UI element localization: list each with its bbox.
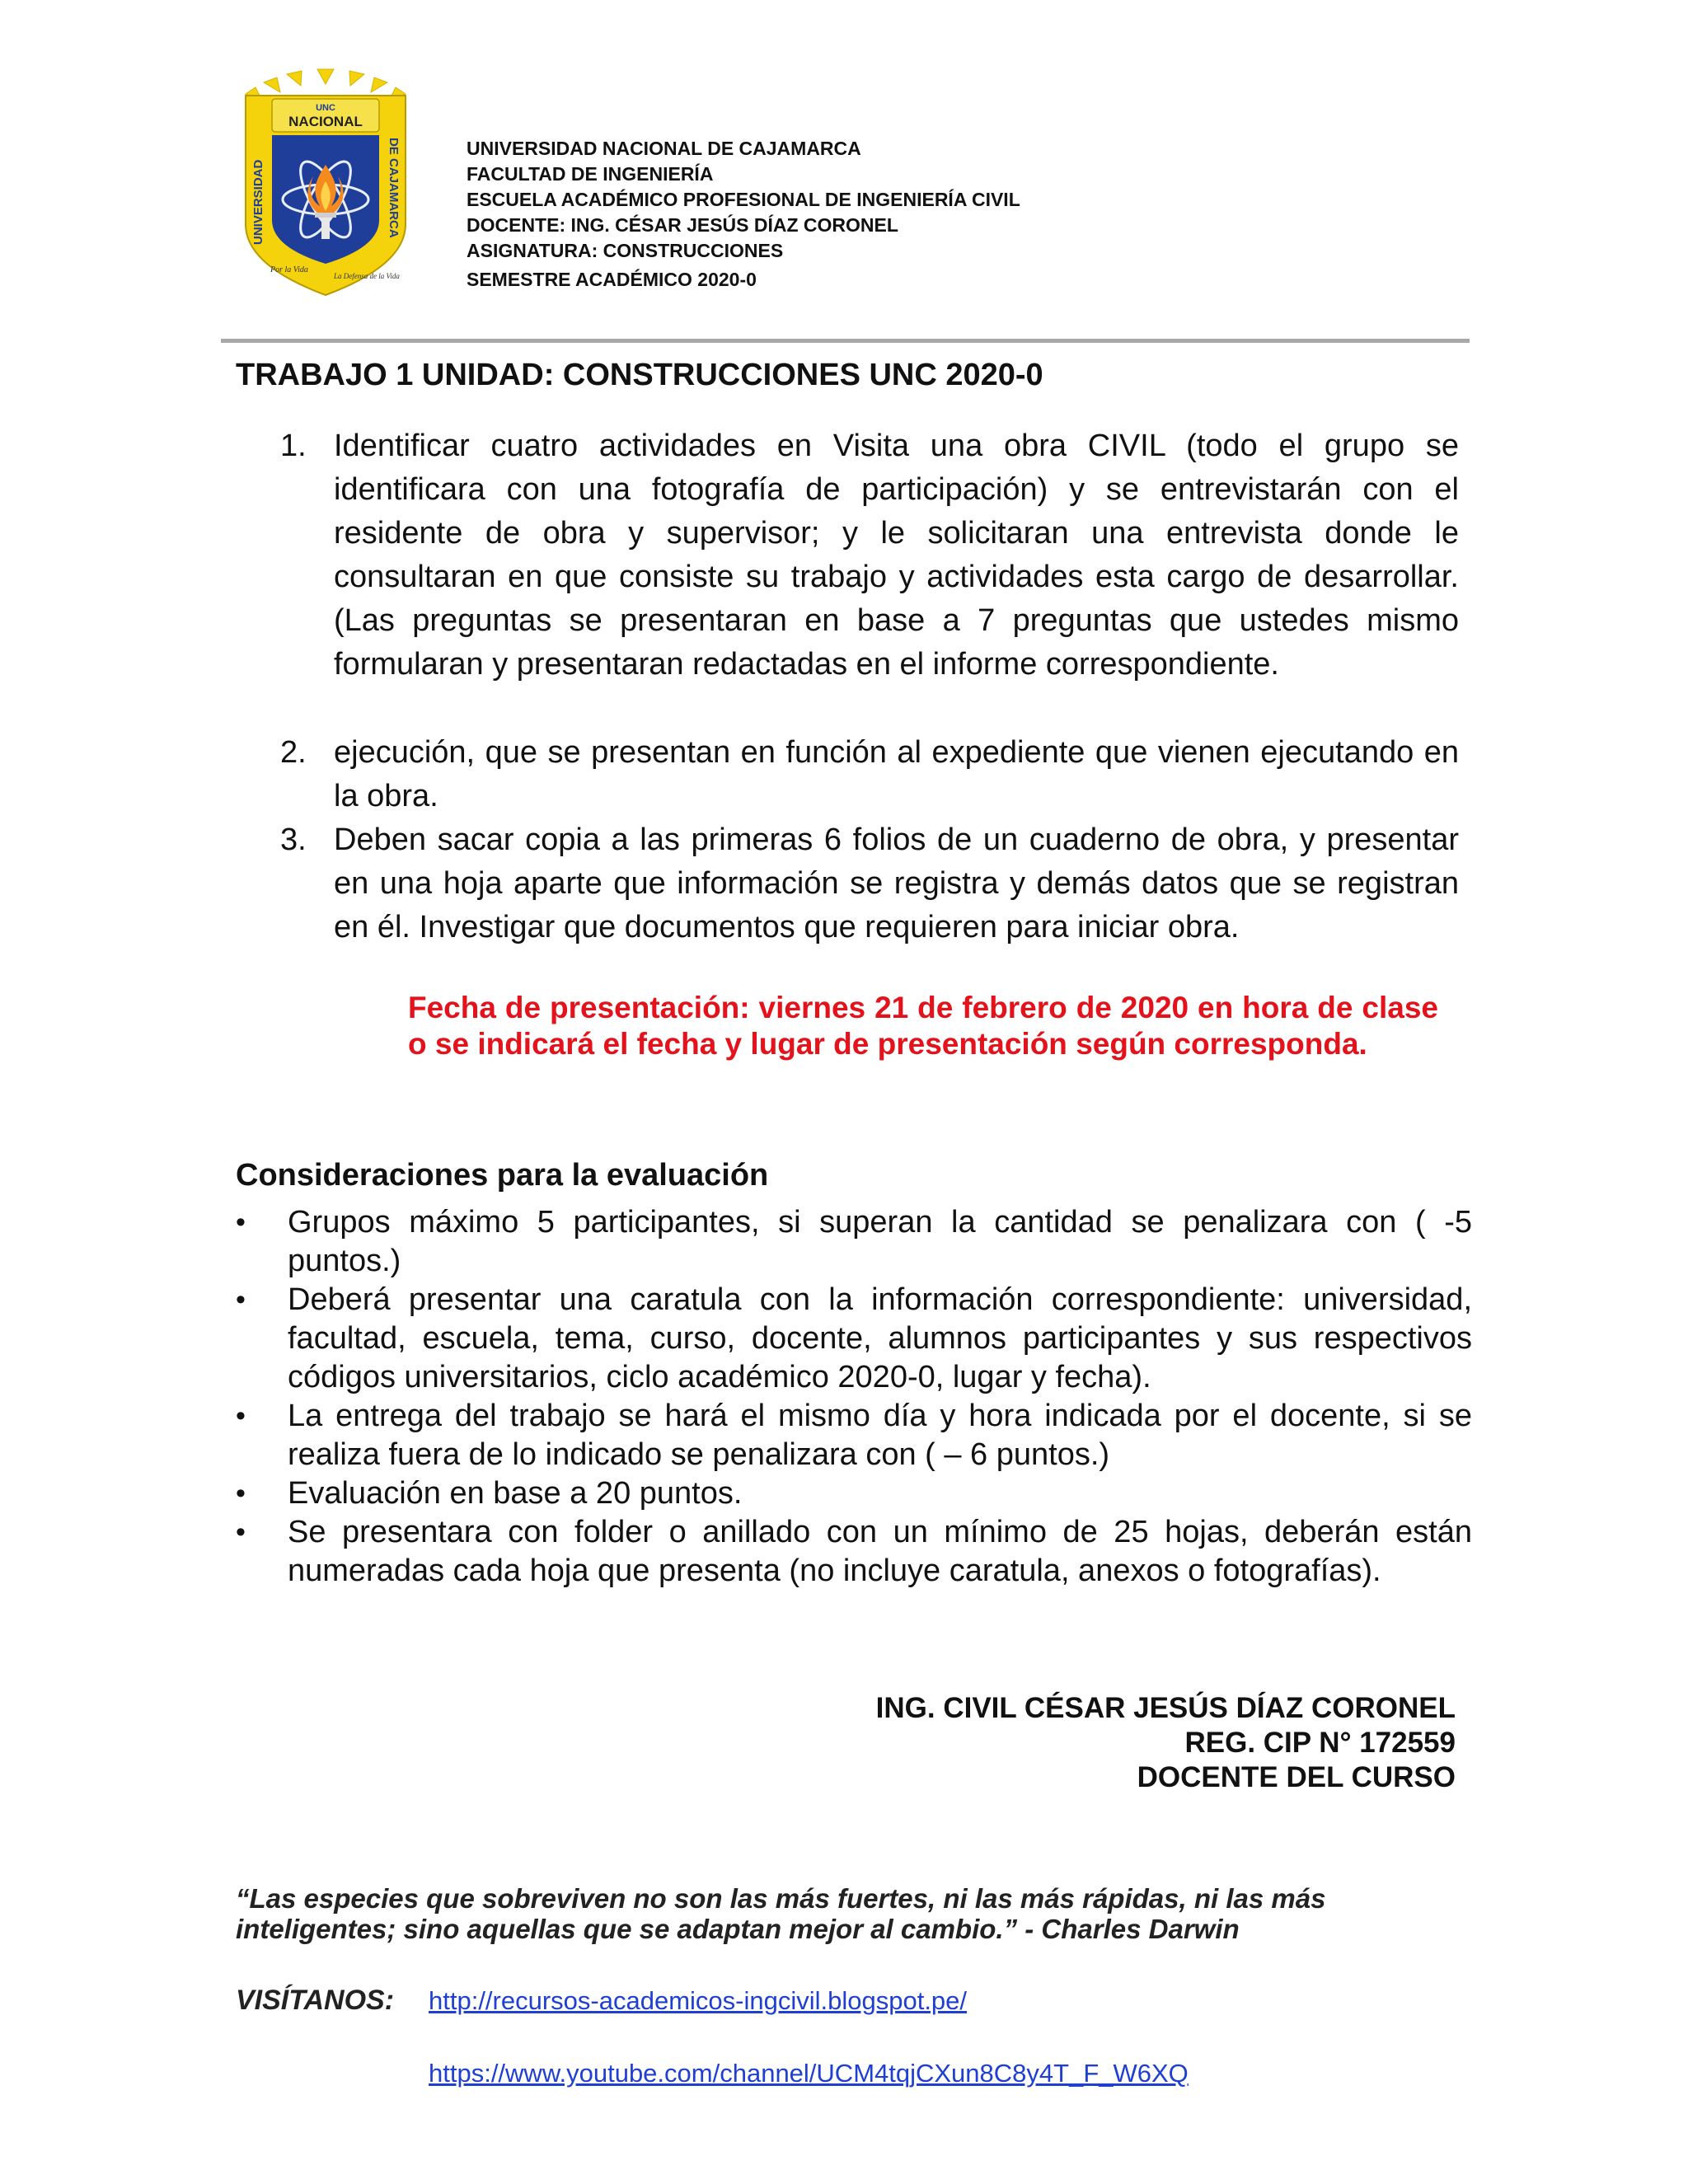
header-faculty: FACULTAD DE INGENIERÍA xyxy=(467,163,714,185)
header-semester: SEMESTRE ACADÉMICO 2020-0 xyxy=(467,269,757,290)
university-logo xyxy=(239,68,412,298)
bullet-icon: • xyxy=(236,1284,246,1315)
bullet-icon: • xyxy=(236,1400,246,1432)
list-item xyxy=(236,1203,1472,1281)
list-item-text: La entrega del trabajo se hará el mismo día y hora indicada por el docente, si se realiza fuera de lo indicado se penalizara con ( – 6 puntos.) xyxy=(288,1399,1472,1472)
bullet-icon: • xyxy=(236,1207,246,1238)
page-title: TRABAJO 1 UNIDAD: CONSTRUCCIONES UNC 2020-0 xyxy=(236,358,1043,392)
evaluation-heading: Consideraciones para la evaluación xyxy=(236,1158,769,1193)
darwin-quote: “Las especies que sobreviven no son las más fuertes, ni las más rápidas, ni las más inteligentes; sino aquellas que se adaptan mejor al cambio.” - Charles Darwin xyxy=(236,1883,1326,1944)
header-university: UNIVERSIDAD NACIONAL DE CAJAMARCA xyxy=(467,138,861,159)
task-number: 2. xyxy=(280,735,307,770)
youtube-link[interactable]: https://www.youtube.com/channel/UCM4tqjCXun8C8y4T_F_W6XQ xyxy=(429,2059,1189,2088)
logo-top-text: UNC xyxy=(316,103,335,113)
task-item-2 xyxy=(280,731,1459,818)
logo-left-text: UNIVERSIDAD xyxy=(251,159,265,245)
list-item xyxy=(236,1513,1472,1591)
deadline-notice: Fecha de presentación: viernes 21 de febrero de 2020 en hora de clase o se indicará el fecha y lugar de presentación según corresponda. xyxy=(408,991,1438,1061)
list-item-text: Se presentara con folder o anillado con un mínimo de 25 hojas, deberán están numeradas cada hoja que presenta (no incluye caratula, anexos o fotografías). xyxy=(288,1515,1472,1588)
task-text: Identificar cuatro actividades en Visita una obra CIVIL (todo el grupo se identificara con una fotografía de participación) y se entrevistarán con el residente de obra y supervisor; y le solicitaran una entrevista donde le consultaran en que consiste su trabajo y actividades esta cargo de desarrollar. (Las preguntas se presentaran en base a 7 preguntas que ustedes mismo formularan y presentaran redactadas en el informe correspondiente. xyxy=(334,429,1459,682)
signature-role: DOCENTE DEL CURSO xyxy=(1137,1761,1456,1793)
evaluation-list xyxy=(236,1203,1472,1591)
task-number: 3. xyxy=(280,823,307,857)
header-divider xyxy=(221,339,1470,343)
task-item-3 xyxy=(280,818,1459,949)
logo-banner-text: NACIONAL xyxy=(288,114,363,129)
logo-motto-left: Por la Vida xyxy=(270,265,308,274)
signature-registration: REG. CIP N° 172559 xyxy=(1184,1727,1456,1759)
list-item-text: Evaluación en base a 20 puntos. xyxy=(288,1476,743,1511)
task-text: ejecución, que se presentan en función al expediente que vienen ejecutando en la obra. xyxy=(334,735,1459,813)
logo-motto-right: La Defensa de la Vida xyxy=(334,272,400,280)
list-item xyxy=(236,1281,1472,1397)
logo-right-text: DE CAJAMARCA xyxy=(387,138,401,238)
blog-link[interactable]: http://recursos-academicos-ingcivil.blogspot.pe/ xyxy=(429,1986,968,2015)
task-item-1 xyxy=(280,424,1459,687)
signature-name: ING. CIVIL CÉSAR JESÚS DÍAZ CORONEL xyxy=(875,1692,1456,1724)
header-teacher: DOCENTE: ING. CÉSAR JESÚS DÍAZ CORONEL xyxy=(467,214,898,236)
list-item-text: Grupos máximo 5 participantes, si superan la cantidad se penalizara con ( -5 puntos.) xyxy=(288,1205,1472,1278)
signature-block xyxy=(791,1691,1456,1795)
header-course: ASIGNATURA: CONSTRUCCIONES xyxy=(467,240,784,261)
task-text: Deben sacar copia a las primeras 6 folios de un cuaderno de obra, y presentar en una hoja aparte que información se registra y demás datos que se registran en él. Investigar que documentos que requieren para iniciar obra. xyxy=(334,823,1459,944)
list-item xyxy=(236,1397,1472,1474)
task-number: 1. xyxy=(280,429,307,463)
header-lines xyxy=(467,136,1020,293)
bullet-icon: • xyxy=(236,1516,246,1548)
visit-label: VISÍTANOS: xyxy=(236,1985,395,2016)
header-school: ESCUELA ACADÉMICO PROFESIONAL DE INGENIERÍA CIVIL xyxy=(467,189,1020,210)
list-item xyxy=(236,1474,1472,1513)
list-item-text: Deberá presentar una caratula con la información correspondiente: universidad, facultad, escuela, tema, curso, docente, alumnos participantes y sus respectivos códigos universitarios, ciclo académico 2020-0, lugar y fecha). xyxy=(288,1282,1472,1394)
bullet-icon: • xyxy=(236,1478,246,1509)
